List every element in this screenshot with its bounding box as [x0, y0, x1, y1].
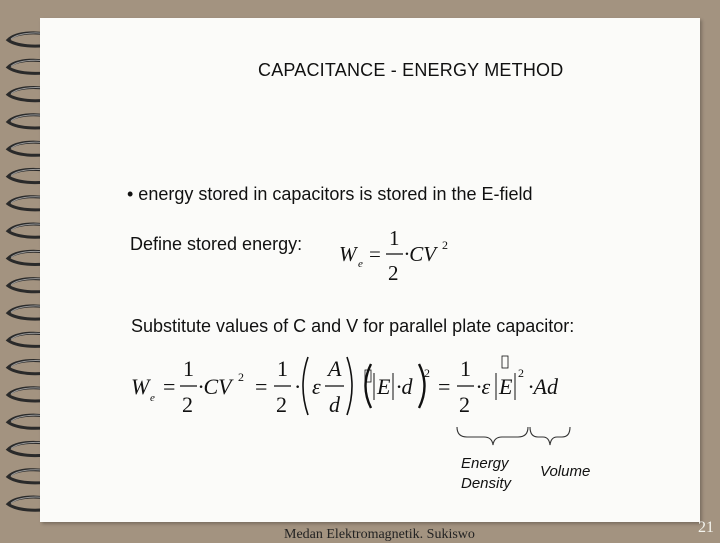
eq1-w: W: [339, 242, 357, 266]
eq2-area: A: [328, 356, 342, 381]
eq2-dot-b: ·: [294, 374, 302, 399]
eq2-exponent-c: 2: [518, 366, 524, 380]
substitute-values-label: Substitute values of C and V for parallel plate capacitor:: [131, 316, 575, 336]
eq2-w: W: [131, 374, 150, 399]
eq2-equals-3: =: [438, 374, 451, 399]
stored-energy-equation: [336, 224, 456, 286]
eq2-numerator-b: 1: [277, 356, 288, 381]
slide-title: CAPACITANCE - ENERGY METHOD: [258, 60, 564, 80]
eq2-distance-denominator: d: [329, 392, 340, 417]
eq2-denominator-c: 2: [459, 392, 470, 417]
eq2-equals-2: =: [255, 374, 268, 399]
underbraces: [450, 424, 580, 454]
eq2-dot-epsilon: ·ε: [476, 374, 491, 399]
energy-density-brace: [457, 427, 528, 445]
eq1-equals: =: [369, 242, 381, 266]
bullet-energy-stored: • energy stored in capacitors is stored in the E-field: [127, 184, 533, 204]
eq2-cv: ·CV: [198, 374, 232, 399]
eq2-paren-open-a: [303, 357, 308, 415]
volume-brace: [530, 427, 570, 445]
eq2-field-a: E: [377, 374, 391, 399]
eq2-equals-1: =: [163, 374, 176, 399]
eq2-paren-open-b: [366, 364, 372, 408]
eq2-denominator-b: 2: [276, 392, 287, 417]
eq1-exponent: 2: [442, 238, 448, 252]
energy-density-line2: Density: [461, 475, 512, 492]
eq2-numerator-c: 1: [460, 356, 471, 381]
eq2-subscript: e: [150, 392, 155, 404]
eq2-epsilon-a: ε: [312, 374, 321, 399]
eq2-field-b: E: [499, 374, 513, 399]
energy-density-label: [461, 454, 511, 494]
page-number: 21: [698, 519, 714, 536]
eq2-exponent-a: 2: [238, 370, 244, 384]
eq1-numerator: 1: [389, 226, 400, 250]
eq2-times-d: ·d: [396, 374, 413, 399]
eq2-area-distance: ·Ad: [528, 374, 558, 399]
eq1-denominator: 2: [388, 261, 399, 285]
eq1-cv: ·CV: [404, 242, 437, 266]
parallel-plate-equation: [128, 350, 578, 422]
eq2-denominator-a: 2: [182, 392, 193, 417]
define-stored-energy-label: Define stored energy:: [130, 234, 303, 254]
energy-density-line1: Energy: [461, 455, 509, 472]
footer-credit: Medan Elektromagnetik. Sukiswo: [284, 527, 475, 542]
eq2-paren-close-a: [347, 357, 352, 415]
eq2-exponent-b: 2: [424, 366, 430, 380]
eq2-vector-box-b: [502, 356, 508, 368]
eq1-subscript: e: [358, 258, 363, 270]
eq2-numerator-a: 1: [183, 356, 194, 381]
volume-label: Volume: [540, 463, 591, 480]
